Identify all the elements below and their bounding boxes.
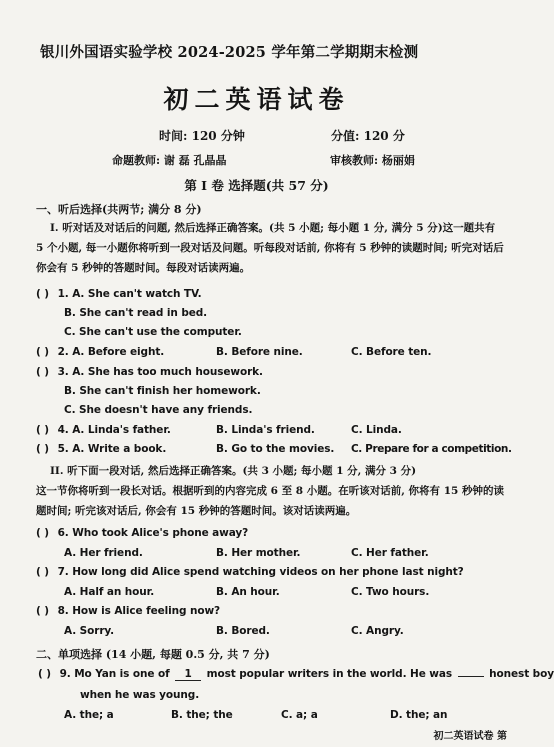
school-heading: 银川外国语实验学校 2024-2025 学年第二学期期末检测 <box>40 44 419 61</box>
answer-paren[interactable]: ( ) <box>36 366 49 378</box>
section-two-title: 二、单项选择 (14 小题, 每题 0.5 分, 共 7 分) <box>36 648 270 661</box>
question-5-option-a: 5. A. Write a book. <box>57 443 167 455</box>
question-6-option-a: A. Her friend. <box>64 547 143 559</box>
question-7-option-b: B. An hour. <box>216 586 280 598</box>
exam-score: 分值: 120 分 <box>331 129 405 143</box>
setter-teachers: 命题教师: 谢 磊 孔晶晶 <box>112 154 227 167</box>
page-title: 初二英语试卷 <box>163 85 350 114</box>
question-9-option-c: C. a; a <box>281 709 318 721</box>
question-3-option-c: C. She doesn't have any friends. <box>64 404 253 416</box>
answer-paren[interactable]: ( ) <box>38 668 51 680</box>
question-5-option-c: C. Prepare for a competition. <box>351 443 512 455</box>
question-5 <box>36 443 166 455</box>
question-6-option-b: B. Her mother. <box>216 547 301 559</box>
question-9-option-a: A. the; a <box>64 709 114 721</box>
listening-part-two-title: II. 听下面一段对话, 然后选择正确答案。(共 3 小题; 每小题 1 分, 满分 3 分) <box>50 465 417 477</box>
question-8-option-c: C. Angry. <box>351 625 404 637</box>
question-4 <box>36 424 171 436</box>
answer-paren[interactable]: ( ) <box>36 566 49 578</box>
question-7 <box>36 566 464 578</box>
answer-paren[interactable]: ( ) <box>36 527 49 539</box>
answer-paren[interactable]: ( ) <box>36 605 49 617</box>
question-1-option-a: 1. A. She can't watch TV. <box>57 288 202 300</box>
question-9-option-d: D. the; an <box>390 709 448 721</box>
question-7-stem: 7. How long did Alice spend watching videos on her phone last night? <box>57 566 464 578</box>
question-3 <box>36 366 263 378</box>
question-8-stem: 8. How is Alice feeling now? <box>57 605 221 617</box>
question-2-option-a: 2. A. Before eight. <box>57 346 165 358</box>
question-4-option-a: 4. A. Linda's father. <box>57 424 171 436</box>
question-9-stem-line-2: when he was young. <box>80 689 200 701</box>
question-3-option-a: 3. A. She has too much housework. <box>57 366 263 378</box>
question-3-option-b: B. She can't finish her homework. <box>64 385 261 397</box>
question-4-option-b: B. Linda's friend. <box>216 424 315 436</box>
reviewer-teacher: 审核教师: 杨丽娟 <box>330 154 415 167</box>
question-8-option-a: A. Sorry. <box>64 625 115 637</box>
page-footer: 初二英语试卷 第 <box>433 731 507 742</box>
question-2-option-c: C. Before ten. <box>351 346 432 358</box>
answer-paren[interactable]: ( ) <box>36 424 49 436</box>
question-9 <box>38 668 554 681</box>
question-6 <box>36 527 248 539</box>
question-1-option-b: B. She can't read in bed. <box>64 307 208 319</box>
question-6-option-c: C. Her father. <box>351 547 429 559</box>
answer-paren[interactable]: ( ) <box>36 346 49 358</box>
question-7-option-c: C. Two hours. <box>351 586 430 598</box>
answer-paren[interactable]: ( ) <box>36 288 49 300</box>
question-2-option-b: B. Before nine. <box>216 346 303 358</box>
section-one-title: 一、听后选择(共两节; 满分 8 分) <box>36 203 202 216</box>
section-one-intro-text: I. 听对话及对话后的问题, 然后选择正确答案。(共 5 小题; 每小题 1 分, 满分 5 分)这一题共有 5 个小题, 每一小题你将听到一段对话及问题。听每段对话前, 你将有 5 秒钟的读题时间; 听完对话后你会有 5 秒钟的答题时间。每段对话读两遍。 <box>36 222 504 274</box>
question-1-option-c: C. She can't use the computer. <box>64 326 242 338</box>
question-9-option-b: B. the; the <box>171 709 233 721</box>
question-9-stem-middle: most popular writers in the world. He was <box>206 668 453 680</box>
question-1 <box>36 288 202 300</box>
part-one-title: 第 I 卷 选择题(共 57 分) <box>184 178 329 193</box>
question-5-option-b: B. Go to the movies. <box>216 443 335 455</box>
question-8-option-b: B. Bored. <box>216 625 270 637</box>
answer-paren[interactable]: ( ) <box>36 443 49 455</box>
question-6-stem: 6. Who took Alice's phone away? <box>57 527 249 539</box>
question-9-stem-end: honest boy <box>489 668 554 680</box>
question-8 <box>36 605 220 617</box>
question-7-option-a: A. Half an hour. <box>64 586 155 598</box>
question-9-blank-2[interactable] <box>458 676 484 677</box>
listening-part-two-intro: 这一节你将听到一段长对话。根据听到的内容完成 6 至 8 小题。在听该对话前, 你将有 15 秒钟的读题时间; 听完该对话后, 你会有 15 秒钟的答题时间。该对话读两遍。 <box>36 485 504 517</box>
section-one-instructions <box>36 218 506 278</box>
question-9-blank-1[interactable]: 1 <box>175 668 201 681</box>
question-2 <box>36 346 164 358</box>
exam-time: 时间: 120 分钟 <box>159 129 245 143</box>
question-4-option-c: C. Linda. <box>351 424 402 436</box>
question-9-stem-start: 9. Mo Yan is one of <box>59 668 170 680</box>
